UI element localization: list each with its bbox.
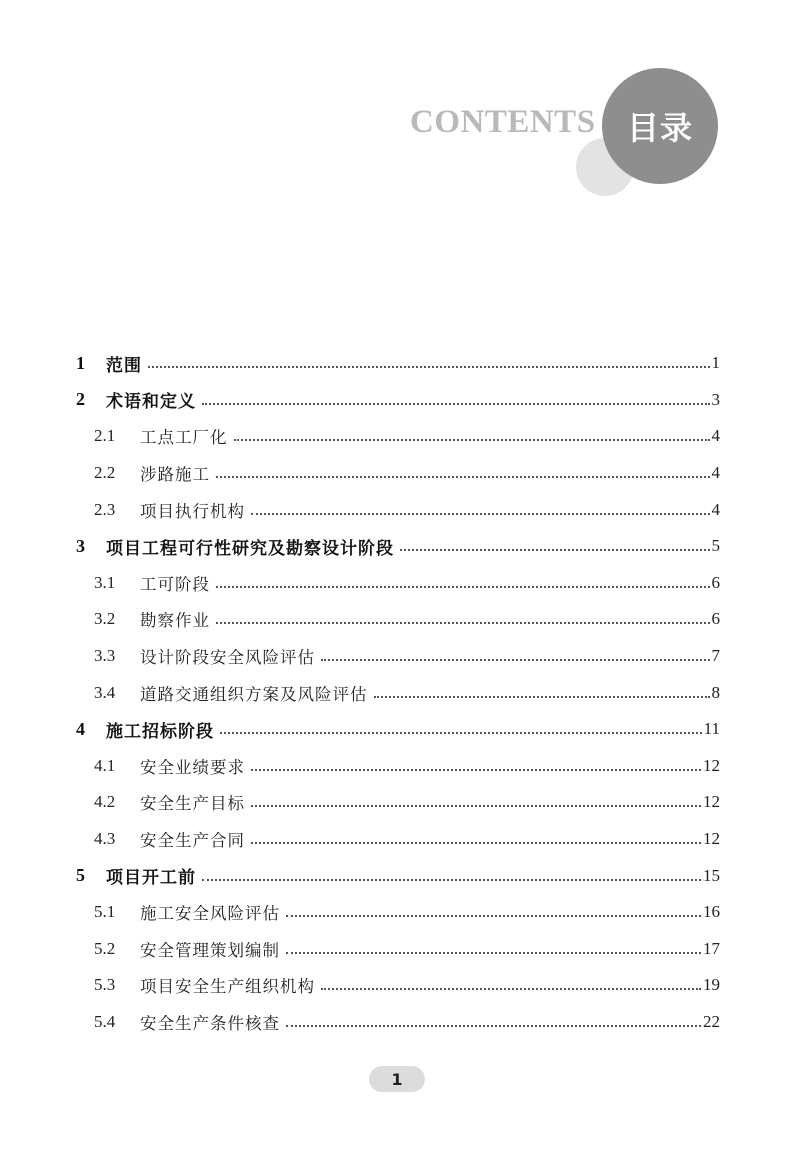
toc-entry-title: 勘察作业 — [140, 611, 210, 631]
toc-section-entry[interactable] — [72, 565, 720, 602]
toc-entry-number: 4.1 — [94, 755, 116, 775]
toc-entry-number: 4 — [76, 718, 85, 739]
toc-entry-page: 19 — [703, 975, 720, 995]
toc-dot-leader — [286, 1025, 701, 1027]
toc-entry-title: 安全生产目标 — [140, 794, 245, 814]
toc-dot-leader — [251, 805, 701, 807]
toc-entry-page: 6 — [711, 572, 720, 592]
toc-entry-number: 5.4 — [94, 1011, 116, 1031]
toc-dot-leader — [251, 513, 710, 515]
toc-entry-page: 22 — [703, 1011, 720, 1031]
toc-entry-page: 15 — [703, 865, 720, 885]
toc-section-entry[interactable] — [72, 674, 720, 711]
toc-entry-title: 安全管理策划编制 — [140, 940, 280, 960]
table-of-contents — [72, 345, 720, 1040]
toc-entry-title: 安全生产条件核查 — [140, 1013, 280, 1033]
toc-entry-number: 5 — [76, 865, 85, 886]
toc-dot-leader — [251, 842, 701, 844]
toc-dot-leader — [216, 622, 710, 624]
toc-entry-title: 道路交通组织方案及风险评估 — [140, 684, 368, 704]
toc-dot-leader — [202, 403, 710, 405]
toc-entry-title: 项目安全生产组织机构 — [140, 977, 315, 997]
toc-section-entry[interactable] — [72, 748, 720, 785]
mulu-badge — [602, 68, 718, 184]
toc-dot-leader — [286, 915, 701, 917]
toc-entry-number: 5.1 — [94, 902, 116, 922]
toc-dot-leader — [148, 366, 710, 368]
toc-entry-number: 5.2 — [94, 938, 116, 958]
toc-entry-number: 1 — [76, 352, 85, 373]
toc-section-entry[interactable] — [72, 821, 720, 858]
toc-entry-title: 涉路施工 — [140, 465, 210, 485]
toc-entry-title: 范围 — [106, 355, 142, 376]
toc-dot-leader — [321, 988, 701, 990]
toc-dot-leader — [216, 476, 710, 478]
toc-entry-page: 12 — [703, 755, 720, 775]
toc-entry-number: 5.3 — [94, 975, 116, 995]
toc-section-entry[interactable] — [72, 931, 720, 968]
toc-dot-leader — [202, 879, 701, 881]
toc-dot-leader — [220, 732, 702, 734]
toc-entry-title: 项目开工前 — [106, 868, 196, 889]
toc-entry-title: 项目执行机构 — [140, 501, 245, 521]
toc-entry-title: 项目工程可行性研究及勘察设计阶段 — [106, 538, 394, 559]
toc-entry-page: 6 — [711, 609, 720, 629]
toc-entry-page: 12 — [703, 829, 720, 849]
toc-entry-number: 2 — [76, 389, 85, 410]
toc-dot-leader — [321, 659, 710, 661]
toc-entry-title: 施工招标阶段 — [106, 721, 214, 742]
toc-section-entry[interactable] — [72, 1004, 720, 1041]
toc-entry-page: 8 — [711, 682, 720, 702]
toc-section-entry[interactable] — [72, 638, 720, 675]
toc-entry-title: 施工安全风险评估 — [140, 904, 280, 924]
toc-entry-page: 16 — [703, 902, 720, 922]
toc-dot-leader — [286, 952, 701, 954]
toc-dot-leader — [234, 439, 710, 441]
toc-entry-title: 安全生产合同 — [140, 831, 245, 851]
toc-entry-page: 4 — [711, 426, 720, 446]
page-number-badge: 1 — [369, 1066, 425, 1092]
toc-entry-title: 设计阶段安全风险评估 — [140, 648, 315, 668]
toc-entry-title: 术语和定义 — [106, 392, 196, 413]
toc-entry-page: 4 — [711, 463, 720, 483]
toc-dot-leader — [400, 549, 710, 551]
toc-section-entry[interactable] — [72, 601, 720, 638]
toc-entry-page: 7 — [711, 646, 720, 666]
toc-entry-page: 5 — [711, 536, 720, 556]
toc-entry-number: 3.3 — [94, 646, 116, 666]
toc-chapter-entry[interactable] — [72, 711, 720, 748]
toc-section-entry[interactable] — [72, 967, 720, 1004]
toc-entry-title: 工点工厂化 — [140, 428, 228, 448]
toc-chapter-entry[interactable] — [72, 857, 720, 894]
toc-entry-number: 3.1 — [94, 572, 116, 592]
toc-entry-title: 工可阶段 — [140, 574, 210, 594]
toc-section-entry[interactable] — [72, 418, 720, 455]
toc-entry-number: 4.2 — [94, 792, 116, 812]
toc-dot-leader — [216, 586, 710, 588]
contents-heading: CONTENTS — [410, 104, 596, 140]
mulu-label: 目录 — [626, 109, 693, 147]
contents-header — [0, 0, 790, 220]
toc-dot-leader — [251, 769, 701, 771]
toc-section-entry[interactable] — [72, 894, 720, 931]
toc-entry-page: 11 — [703, 719, 720, 739]
toc-entry-page: 17 — [703, 938, 720, 958]
toc-chapter-entry[interactable] — [72, 382, 720, 419]
toc-entry-number: 2.2 — [94, 463, 116, 483]
toc-chapter-entry[interactable] — [72, 345, 720, 382]
toc-entry-number: 3.4 — [94, 682, 116, 702]
toc-chapter-entry[interactable] — [72, 528, 720, 565]
toc-entry-number: 2.3 — [94, 499, 116, 519]
toc-entry-page: 4 — [711, 499, 720, 519]
toc-entry-page: 1 — [711, 353, 720, 373]
toc-entry-number: 3.2 — [94, 609, 116, 629]
toc-entry-number: 2.1 — [94, 426, 116, 446]
toc-entry-page: 3 — [711, 389, 720, 409]
toc-dot-leader — [374, 696, 710, 698]
toc-section-entry[interactable] — [72, 455, 720, 492]
toc-section-entry[interactable] — [72, 784, 720, 821]
toc-entry-title: 安全业绩要求 — [140, 757, 245, 777]
toc-entry-number: 3 — [76, 535, 85, 556]
toc-entry-page: 12 — [703, 792, 720, 812]
toc-entry-number: 4.3 — [94, 829, 116, 849]
toc-section-entry[interactable] — [72, 491, 720, 528]
